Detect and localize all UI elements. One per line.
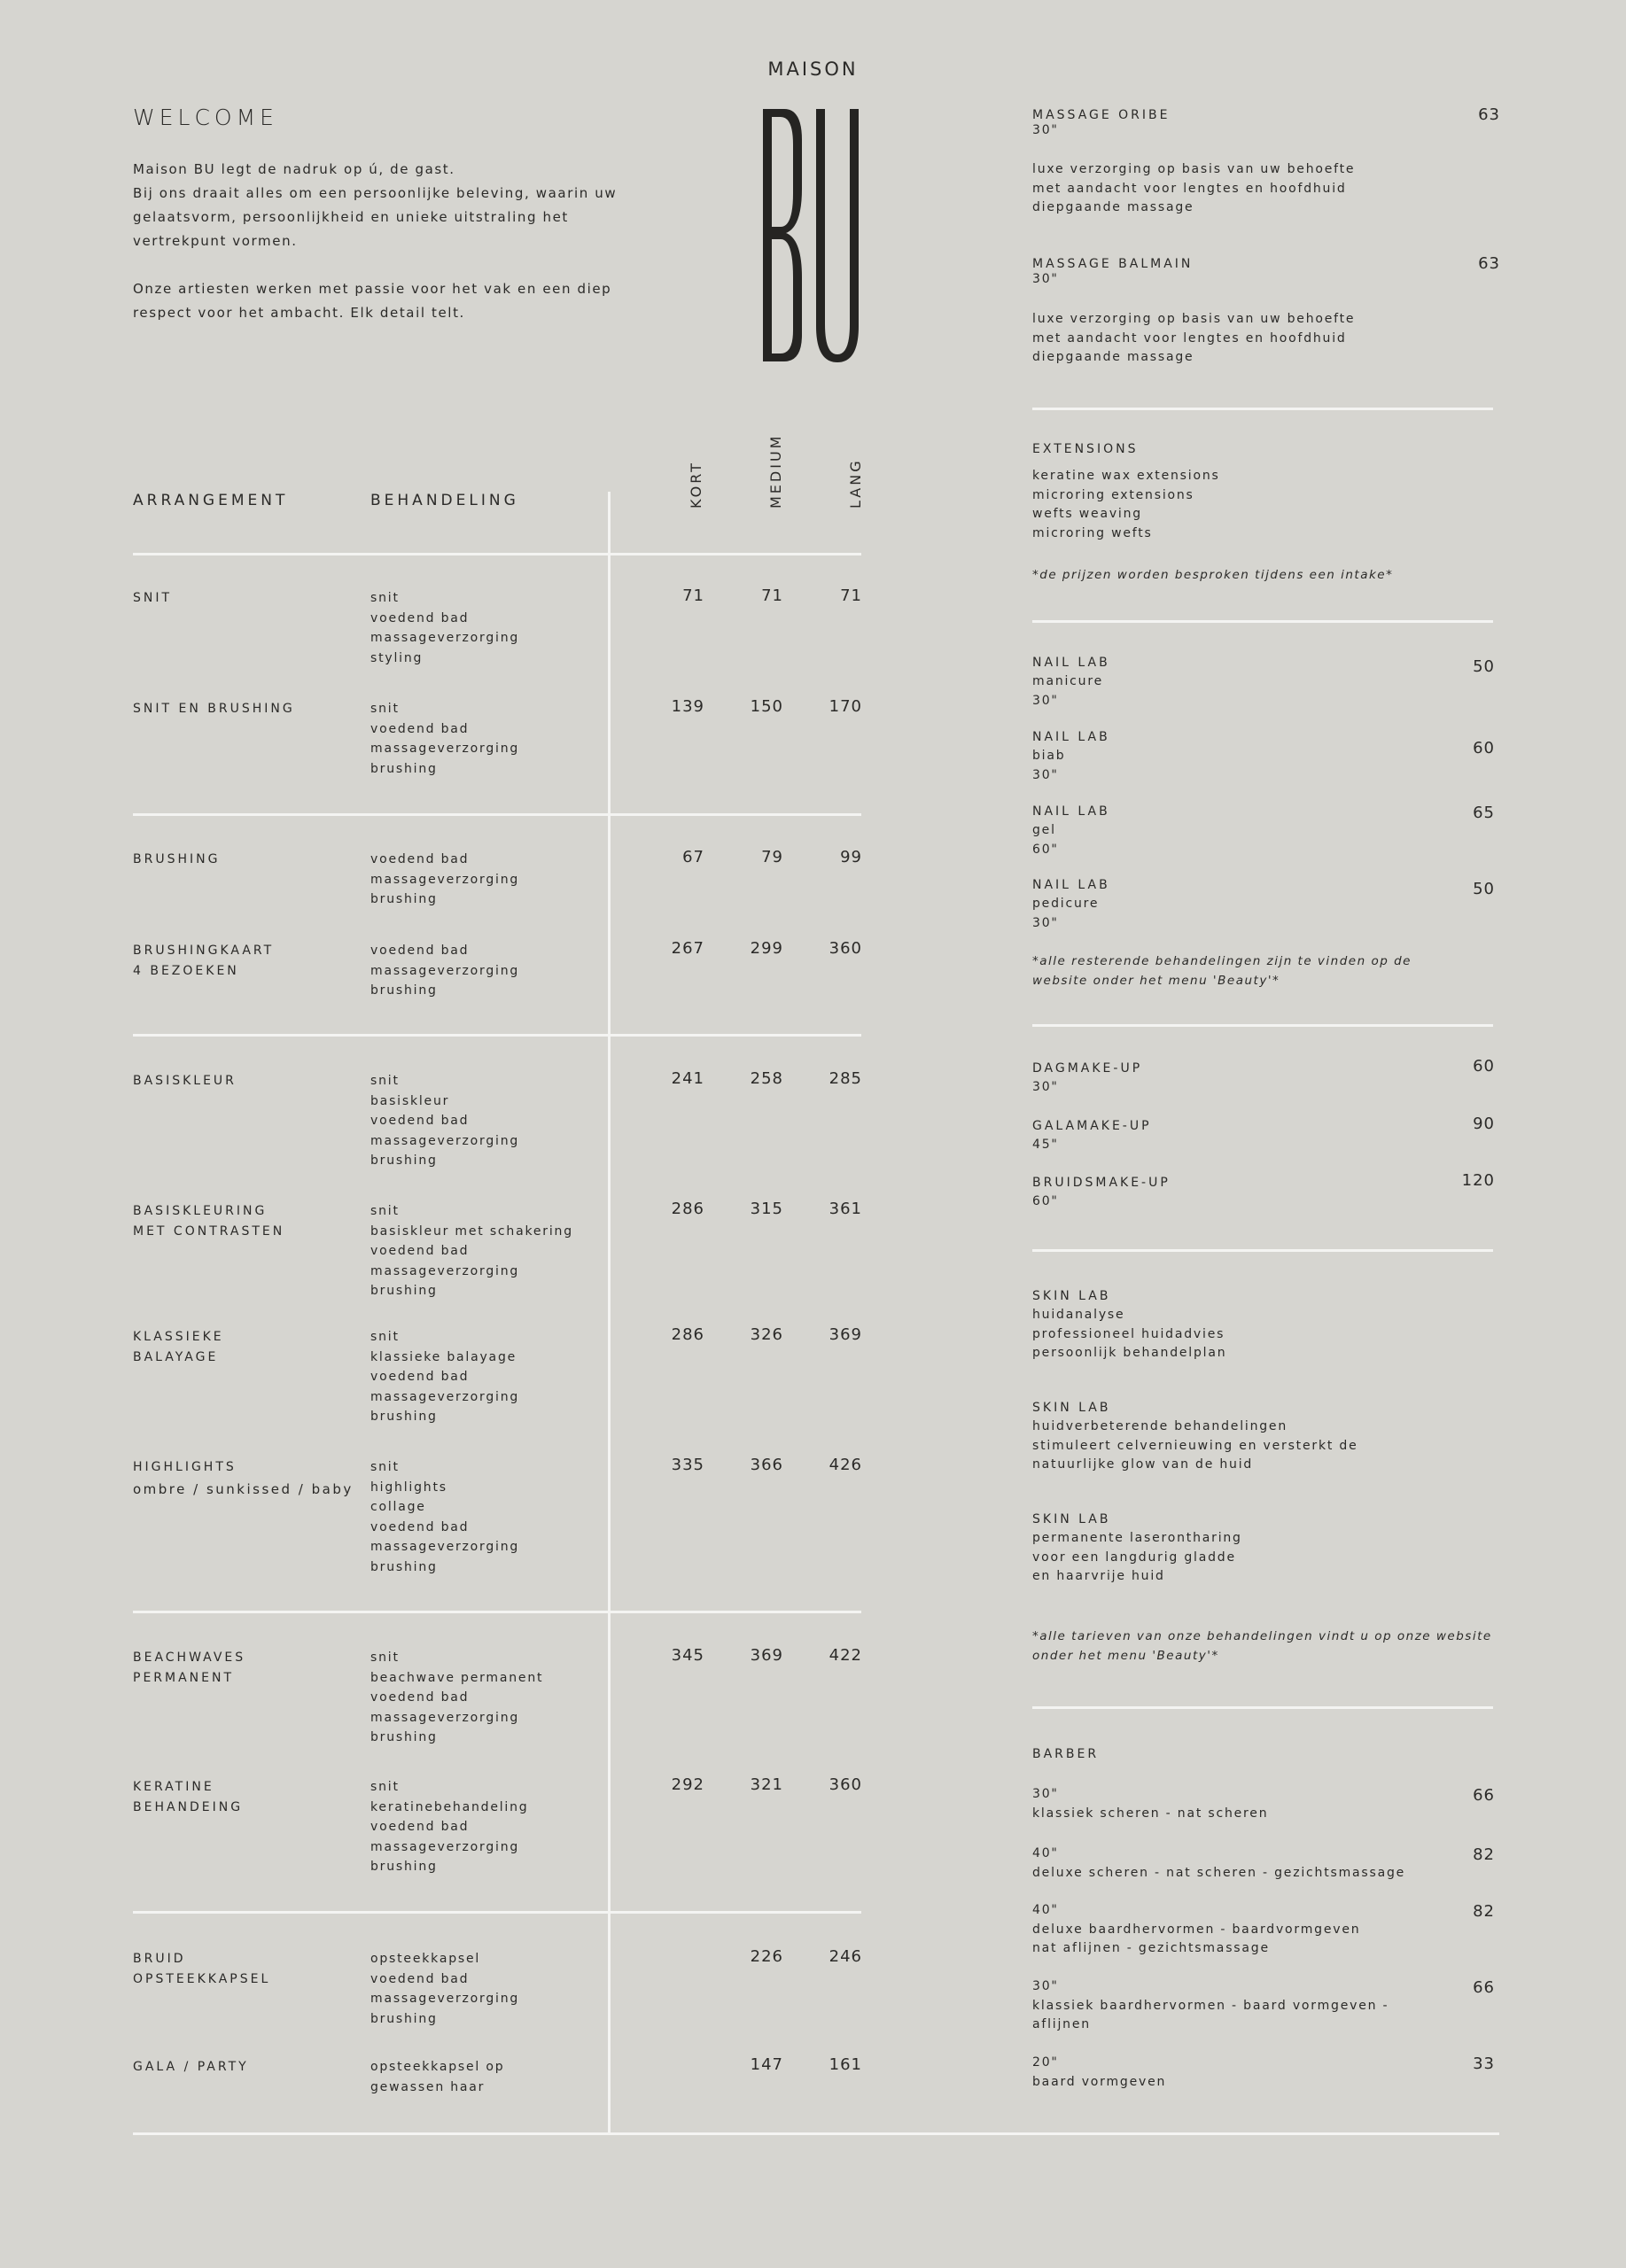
text-line: *alle tarieven van onze behandelingen vindt u op onze website	[1032, 1629, 1492, 1643]
makeup-duration: 60"	[1032, 1194, 1059, 1208]
name-line: BEACHWAVES	[133, 1651, 246, 1665]
nail-type: manicure	[1032, 674, 1104, 688]
welcome-title: WELCOME	[133, 105, 278, 130]
nail-duration: 30"	[1032, 767, 1059, 782]
treatment-line: snit	[370, 1460, 400, 1474]
nail-title: NAIL LAB	[1032, 804, 1110, 819]
nail-title: NAIL LAB	[1032, 878, 1110, 892]
text-line: diepgaande massage	[1032, 350, 1194, 365]
nail-duration: 60"	[1032, 842, 1059, 857]
price-lang: 360	[829, 939, 862, 958]
skin-line: huidanalyse	[1032, 1308, 1125, 1322]
logo-bu-mark	[758, 105, 864, 369]
price-lang: 361	[829, 1200, 862, 1218]
treatment-line: styling	[370, 650, 424, 665]
massage-oribe-price: 63	[1478, 105, 1500, 124]
price-kort: 71	[682, 586, 704, 605]
treatment-list	[370, 1327, 519, 1427]
price-lang: 422	[829, 1646, 862, 1665]
treatment-line: brushing	[370, 983, 438, 998]
treatment-line: brushing	[370, 1410, 438, 1425]
price-lang: 246	[829, 1947, 862, 1966]
barber-duration: 30"	[1032, 1787, 1059, 1801]
price-kort: 241	[671, 1069, 704, 1088]
barber-item	[1032, 1901, 1360, 1959]
treatment-line: gewassen haar	[370, 2079, 486, 2094]
treatment-list	[370, 1777, 529, 1877]
text-line: microring extensions	[1032, 487, 1194, 502]
arrangement-name	[133, 1949, 270, 1990]
massage-balmain-price: 63	[1478, 254, 1500, 273]
treatment-line: snit	[370, 702, 400, 716]
skin-lab-item	[1032, 1510, 1242, 1587]
text-line: diepgaande massage	[1032, 200, 1194, 215]
divider	[1032, 1249, 1493, 1252]
name-line: GALA / PARTY	[133, 2060, 249, 2074]
text-line: luxe verzorging op basis van uw behoefte	[1032, 162, 1356, 176]
barber-item	[1032, 2054, 1166, 2092]
barber-line: baard vormgeven	[1032, 2074, 1167, 2089]
skin-line: stimuleert celvernieuwing en versterkt de	[1032, 1438, 1358, 1453]
name-line: BRUID	[133, 1952, 186, 1966]
extensions-list	[1032, 467, 1220, 543]
skin-title: SKIN LAB	[1032, 1289, 1111, 1303]
makeup-duration: 30"	[1032, 1080, 1059, 1094]
header-arrangement: ARRANGEMENT	[133, 492, 289, 509]
text-line: website onder het menu 'Beauty'*	[1032, 974, 1280, 988]
arrangement-name	[133, 941, 274, 982]
makeup-item	[1032, 1173, 1171, 1212]
barber-price: 82	[1473, 1845, 1495, 1864]
barber-price: 66	[1473, 1786, 1495, 1805]
price-lang: 161	[829, 2055, 862, 2074]
barber-price: 82	[1473, 1902, 1495, 1921]
treatment-list	[370, 941, 519, 1001]
divider	[1032, 408, 1493, 410]
text-line: met aandacht voor lengtes en hoofdhuid	[1032, 181, 1347, 196]
price-lang: 426	[829, 1456, 862, 1474]
makeup-title: BRUIDSMAKE-UP	[1032, 1176, 1171, 1190]
divider	[1032, 1706, 1493, 1709]
treatment-line: snit	[370, 1780, 400, 1794]
skin-lab-item	[1032, 1286, 1226, 1363]
price-medium: 321	[750, 1775, 783, 1794]
header-behandeling: BEHANDELING	[370, 492, 519, 509]
price-medium: 369	[750, 1646, 783, 1665]
makeup-item	[1032, 1059, 1142, 1098]
treatment-line: voedend bad	[370, 1971, 470, 1986]
skin-line: persoonlijk behandelplan	[1032, 1346, 1227, 1361]
arrangement-name	[133, 588, 172, 609]
bottom-divider	[133, 2132, 1499, 2135]
nail-price: 50	[1473, 657, 1495, 676]
divider	[133, 553, 861, 555]
price-lang: 369	[829, 1325, 862, 1344]
skin-lab-item	[1032, 1398, 1358, 1475]
treatment-line: beachwave permanent	[370, 1670, 544, 1685]
price-medium: 258	[750, 1069, 783, 1088]
name-line: HIGHLIGHTS	[133, 1460, 237, 1474]
treatment-line: massageverzorging	[370, 1540, 520, 1555]
treatment-list	[370, 588, 519, 668]
price-lang: 360	[829, 1775, 862, 1794]
treatment-line: massageverzorging	[370, 1133, 520, 1148]
treatment-line: massageverzorging	[370, 1710, 520, 1725]
treatment-line: snit	[370, 1074, 400, 1088]
treatment-line: opsteekkapsel op	[370, 2060, 505, 2074]
barber-item	[1032, 1845, 1405, 1883]
arrangement-name	[133, 699, 295, 719]
skin-line: voor een langdurig gladde	[1032, 1550, 1236, 1565]
price-kort: 267	[671, 939, 704, 958]
nail-title: NAIL LAB	[1032, 730, 1110, 744]
extensions-note: *de prijzen worden besproken tijdens een intake*	[1032, 568, 1394, 582]
barber-line: deluxe scheren - nat scheren - gezichtsmassage	[1032, 1865, 1406, 1880]
massage-oribe-title: MASSAGE ORIBE	[1032, 108, 1171, 122]
price-medium: 71	[761, 586, 783, 605]
nail-type: gel	[1032, 823, 1056, 837]
treatment-line: voedend bad	[370, 852, 470, 866]
makeup-price: 90	[1473, 1115, 1495, 1133]
price-lang: 170	[829, 697, 862, 716]
makeup-price: 60	[1473, 1057, 1495, 1076]
treatment-line: massageverzorging	[370, 631, 520, 646]
nail-duration: 30"	[1032, 693, 1059, 708]
arrangement-name	[133, 850, 220, 870]
barber-item	[1032, 1785, 1268, 1823]
welcome-intro	[133, 158, 629, 325]
makeup-item	[1032, 1116, 1152, 1155]
treatment-line: brushing	[370, 1284, 438, 1299]
intro-line: Maison BU legt de nadruk op ú, de gast.	[133, 161, 455, 177]
treatment-line: brushing	[370, 1730, 438, 1745]
name-subtitle: ombre / sunkissed / baby	[133, 1481, 354, 1497]
price-kort: 335	[671, 1456, 704, 1474]
skin-note	[1032, 1627, 1492, 1666]
arrangement-name	[133, 1777, 243, 1818]
treatment-line: voedend bad	[370, 1244, 470, 1259]
arrangement-name	[133, 2057, 249, 2078]
name-line: SNIT	[133, 591, 173, 605]
treatment-line: voedend bad	[370, 1370, 470, 1385]
treatment-line: voedend bad	[370, 1820, 470, 1835]
treatment-line: brushing	[370, 1153, 438, 1169]
nail-lab-item	[1032, 727, 1110, 785]
skin-line: professioneel huidadvies	[1032, 1326, 1225, 1341]
price-kort: 139	[671, 697, 704, 716]
treatment-line: basiskleur	[370, 1093, 450, 1108]
treatment-line: snit	[370, 591, 400, 605]
name-line: BALAYAGE	[133, 1350, 219, 1364]
price-medium: 147	[750, 2055, 783, 2074]
price-lang: 99	[840, 848, 862, 866]
nail-price: 50	[1473, 880, 1495, 898]
barber-duration: 40"	[1032, 1846, 1059, 1860]
nail-type: pedicure	[1032, 897, 1100, 911]
text-line: microring wefts	[1032, 525, 1153, 540]
treatment-line: brushing	[370, 1559, 438, 1574]
divider	[133, 813, 861, 816]
header-lang: LANG	[847, 458, 864, 509]
arrangement-name	[133, 1648, 245, 1689]
name-line: SNIT EN BRUSHING	[133, 702, 295, 716]
makeup-title: GALAMAKE-UP	[1032, 1119, 1152, 1133]
divider	[1032, 620, 1493, 623]
name-line: KLASSIEKE	[133, 1330, 224, 1344]
treatment-line: massageverzorging	[370, 742, 520, 757]
name-line: KERATINE	[133, 1780, 214, 1794]
treatment-line: voedend bad	[370, 1519, 470, 1534]
treatment-line: massageverzorging	[370, 872, 520, 887]
nail-lab-item	[1032, 875, 1110, 933]
arrangement-name	[133, 1071, 237, 1091]
price-lang: 285	[829, 1069, 862, 1088]
treatment-line: brushing	[370, 892, 438, 907]
barber-title: BARBER	[1032, 1747, 1100, 1761]
massage-oribe-duration: 30"	[1032, 123, 1059, 137]
name-line: BASISKLEUR	[133, 1074, 237, 1088]
nails-note	[1032, 951, 1412, 990]
text-line: onder het menu 'Beauty'*	[1032, 1649, 1219, 1663]
price-kort: 292	[671, 1775, 704, 1794]
price-medium: 366	[750, 1456, 783, 1474]
extensions-title: EXTENSIONS	[1032, 442, 1139, 456]
treatment-line: massageverzorging	[370, 1263, 520, 1278]
nail-lab-item	[1032, 653, 1110, 711]
intro-line: Bij ons draait alles om een persoonlijke beleving, waarin uw	[133, 185, 618, 201]
treatment-line: basiskleur met schakering	[370, 1223, 573, 1239]
price-kort: 67	[682, 848, 704, 866]
treatment-line: voedend bad	[370, 721, 470, 736]
treatment-line: massageverzorging	[370, 1389, 520, 1404]
treatment-line: brushing	[370, 1860, 438, 1875]
makeup-duration: 45"	[1032, 1138, 1059, 1152]
arrangement-name	[133, 1201, 284, 1242]
nail-duration: 30"	[1032, 915, 1059, 930]
treatment-list	[370, 1457, 519, 1578]
barber-duration: 40"	[1032, 1903, 1059, 1917]
makeup-price: 120	[1461, 1171, 1495, 1190]
text-line: keratine wax extensions	[1032, 469, 1220, 483]
treatment-list	[370, 1201, 573, 1301]
treatment-line: brushing	[370, 761, 438, 776]
treatment-line: voedend bad	[370, 1114, 470, 1129]
treatment-list	[370, 1949, 519, 2029]
barber-duration: 20"	[1032, 2055, 1059, 2070]
arrangement-name	[133, 1457, 354, 1500]
barber-line: deluxe baardhervormen - baardvormgeven	[1032, 1922, 1361, 1937]
skin-line: huidverbeterende behandelingen	[1032, 1419, 1288, 1433]
divider	[133, 1911, 861, 1914]
price-medium: 226	[750, 1947, 783, 1966]
massage-balmain-title: MASSAGE BALMAIN	[1032, 257, 1194, 271]
intro-line: gelaatsvorm, persoonlijkheid en unieke uitstraling het	[133, 209, 569, 225]
name-line: MET CONTRASTEN	[133, 1224, 285, 1239]
price-medium: 299	[750, 939, 783, 958]
header-kort: KORT	[688, 461, 704, 509]
barber-line: nat aflijnen - gezichtsmassage	[1032, 1941, 1270, 1956]
massage-balmain-description	[1032, 310, 1355, 368]
treatment-line: voedend bad	[370, 610, 470, 625]
barber-price: 33	[1473, 2054, 1495, 2073]
treatment-line: voedend bad	[370, 1690, 470, 1705]
name-line: OPSTEEKKAPSEL	[133, 1972, 271, 1986]
skin-line: permanente laserontharing	[1032, 1531, 1242, 1545]
price-kort: 286	[671, 1200, 704, 1218]
treatment-list	[370, 850, 519, 910]
barber-duration: 30"	[1032, 1979, 1059, 1993]
barber-price: 66	[1473, 1978, 1495, 1997]
treatment-line: brushing	[370, 2011, 438, 2026]
price-medium: 79	[761, 848, 783, 866]
intro-line: vertrekpunt vormen.	[133, 233, 298, 249]
skin-line: en haarvrije huid	[1032, 1569, 1165, 1584]
name-line: BRUSHINGKAART	[133, 944, 275, 958]
text-line: met aandacht voor lengtes en hoofdhuid	[1032, 330, 1347, 346]
arrangement-name	[133, 1327, 224, 1368]
text-line: wefts weaving	[1032, 507, 1142, 522]
nail-title: NAIL LAB	[1032, 656, 1110, 670]
skin-line: natuurlijke glow van de huid	[1032, 1457, 1254, 1472]
header-medium: MEDIUM	[767, 433, 784, 509]
divider	[133, 1611, 861, 1613]
logo-maison-text: MAISON	[767, 58, 859, 80]
price-kort: 345	[671, 1646, 704, 1665]
barber-item	[1032, 1977, 1389, 2035]
price-medium: 150	[750, 697, 783, 716]
column-divider	[608, 492, 611, 2135]
treatment-line: highlights	[370, 1480, 447, 1495]
nail-lab-item	[1032, 802, 1110, 859]
treatment-line: keratinebehandeling	[370, 1799, 529, 1814]
name-line: 4 BEZOEKEN	[133, 964, 239, 978]
divider	[133, 1034, 861, 1037]
nail-price: 65	[1473, 804, 1495, 822]
makeup-title: DAGMAKE-UP	[1032, 1061, 1143, 1076]
price-medium: 326	[750, 1325, 783, 1344]
treatment-list	[370, 699, 519, 779]
treatment-list	[370, 1648, 543, 1748]
massage-oribe-description	[1032, 160, 1355, 218]
name-line: BASISKLEURING	[133, 1204, 268, 1218]
name-line: PERMANENT	[133, 1671, 235, 1685]
barber-line: klassiek baardhervormen - baard vormgeven -	[1032, 1998, 1389, 2013]
treatment-line: klassieke balayage	[370, 1349, 517, 1364]
name-line: BEHANDEING	[133, 1800, 244, 1814]
barber-line: aflijnen	[1032, 2017, 1091, 2032]
intro-line: respect voor het ambacht. Elk detail telt.	[133, 305, 465, 321]
treatment-list	[370, 1071, 519, 1171]
barber-line: klassiek scheren - nat scheren	[1032, 1806, 1269, 1821]
name-line: BRUSHING	[133, 852, 221, 866]
nail-price: 60	[1473, 739, 1495, 757]
treatment-line: collage	[370, 1500, 426, 1515]
intro-line: Onze artiesten werken met passie voor het vak en een diep	[133, 281, 612, 297]
skin-title: SKIN LAB	[1032, 1512, 1111, 1526]
treatment-line: massageverzorging	[370, 1839, 520, 1854]
treatment-list	[370, 2057, 504, 2097]
treatment-line: snit	[370, 1204, 400, 1218]
treatment-line: opsteekkapsel	[370, 1952, 481, 1966]
treatment-line: massageverzorging	[370, 963, 520, 978]
treatment-line: snit	[370, 1651, 400, 1665]
price-lang: 71	[840, 586, 862, 605]
treatment-line: snit	[370, 1330, 400, 1344]
price-medium: 315	[750, 1200, 783, 1218]
massage-balmain-duration: 30"	[1032, 272, 1059, 286]
treatment-line: massageverzorging	[370, 1992, 520, 2007]
text-line: *alle resterende behandelingen zijn te vinden op de	[1032, 954, 1412, 968]
price-kort: 286	[671, 1325, 704, 1344]
text-line: luxe verzorging op basis van uw behoefte	[1032, 312, 1356, 326]
skin-title: SKIN LAB	[1032, 1401, 1111, 1415]
treatment-line: voedend bad	[370, 944, 470, 958]
nail-type: biab	[1032, 749, 1066, 763]
divider	[1032, 1024, 1493, 1027]
